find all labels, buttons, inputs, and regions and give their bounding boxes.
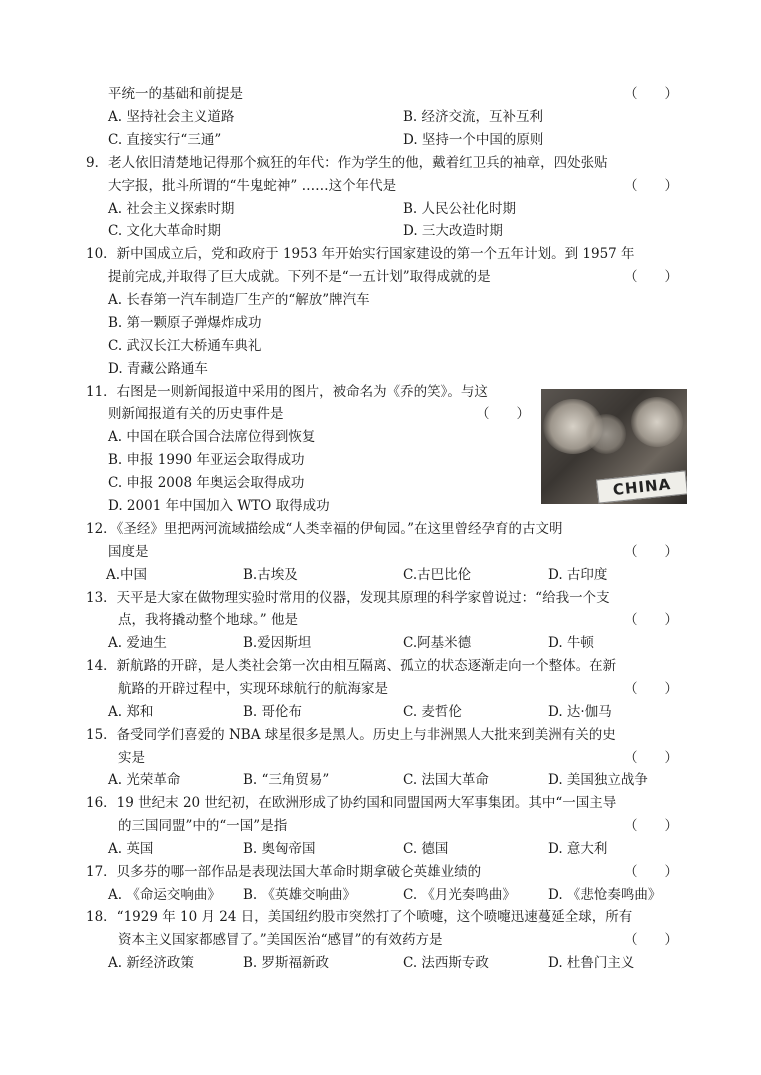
q12-line1: 12．《圣经》里把两河流域描绘成“人类幸福的伊甸园。”在这里曾经孕育的古文明 bbox=[86, 521, 563, 537]
q8-opt-ab-second: B. 经济交流，互补互利 bbox=[403, 109, 544, 125]
q10-line1: 10．新中国成立后，党和政府于 1953 年开始实行国家建设的第一个五年计划。到 1957 年 bbox=[86, 246, 635, 262]
q11-line1: 11．右图是一则新闻报道中采用的图片，被命名为《乔的笑》。与这 bbox=[86, 384, 488, 400]
q15-line1: 15．备受同学们喜爱的 NBA 球星很多是黑人。历史上与非洲黑人大批来到美洲有关的史 bbox=[86, 727, 616, 743]
q16-opts-option-a: A. 英国 bbox=[108, 841, 154, 857]
q9-opt-ab-second: B. 人民公社化时期 bbox=[403, 201, 517, 217]
q9-opt-ab: A. 社会主义探索时期 bbox=[108, 201, 235, 217]
q10-opt-b: B. 第一颗原子弹爆炸成功 bbox=[108, 315, 262, 331]
q13-line2-answer-blank[interactable]: （ ） bbox=[624, 612, 678, 628]
q16-opts-option-d: D. 意大利 bbox=[548, 841, 608, 857]
china-nameplate: CHINA bbox=[596, 470, 687, 503]
q14-line2: 航路的开辟过程中，实现环球航行的航海家是 bbox=[118, 681, 388, 697]
q13-opts-option-c: C.阿基米德 bbox=[403, 635, 472, 651]
q15-opts-option-a: A. 光荣革命 bbox=[108, 772, 181, 788]
q12-opts-option-c: C.古巴比伦 bbox=[403, 567, 472, 583]
q17-line1-answer-blank[interactable]: （ ） bbox=[624, 864, 678, 880]
q18-line1: 18．“1929 年 10 月 24 日，美国纽约股市突然打了个喷嚏，这个喷嚏迅速蔓延全球，所有 bbox=[86, 909, 633, 925]
q18-opts-option-d: D. 杜鲁门主义 bbox=[548, 955, 635, 971]
q10-line2: 提前完成,并取得了巨大成就。下列不是“一五计划”取得成就的是 bbox=[108, 269, 491, 285]
q11-opt-d: D. 2001 年中国加入 WTO 取得成功 bbox=[108, 498, 330, 514]
q10-opt-a: A. 长春第一汽车制造厂生产的“解放”牌汽车 bbox=[108, 292, 370, 308]
q18-opts-option-a: A. 新经济政策 bbox=[108, 955, 194, 971]
q11-line2: 则新闻报道有关的历史事件是 bbox=[108, 406, 284, 422]
q18-line2: 资本主义国家都感冒了。”美国医治“感冒”的有效药方是 bbox=[118, 932, 443, 948]
q9-opt-cd: C. 文化大革命时期 bbox=[108, 223, 221, 239]
q14-line1: 14．新航路的开辟，是人类社会第一次由相互隔离、孤立的状态逐渐走向一个整体。在新 bbox=[86, 658, 617, 674]
q17-opts-option-d: D. 《悲怆奏鸣曲》 bbox=[548, 887, 662, 903]
q11-opt-a: A. 中国在联合国合法席位得到恢复 bbox=[108, 429, 316, 445]
q10-opt-c: C. 武汉长江大桥通车典礼 bbox=[108, 338, 262, 354]
photo-highlight-right bbox=[631, 397, 683, 447]
q12-line2: 国度是 bbox=[108, 544, 149, 560]
q11-opt-b: B. 申报 1990 年亚运会取得成功 bbox=[108, 452, 305, 468]
q14-opts-option-d: D. 达·伽马 bbox=[548, 704, 612, 720]
q13-opts-option-a: A. 爱迪生 bbox=[108, 635, 167, 651]
q9-line2: 大字报，批斗所谓的“牛鬼蛇神” ……这个年代是 bbox=[108, 178, 397, 194]
q14-opts-option-c: C. 麦哲伦 bbox=[403, 704, 462, 720]
q16-opts-option-b: B. 奥匈帝国 bbox=[243, 841, 316, 857]
q8-opt-cd: C. 直接实行“三通” bbox=[108, 132, 222, 148]
q13-opts-option-d: D. 牛顿 bbox=[548, 635, 594, 651]
q17-opts-option-a: A. 《命运交响曲》 bbox=[108, 887, 221, 903]
q15-line2-answer-blank[interactable]: （ ） bbox=[624, 750, 678, 766]
q17-opts-option-c: C. 《月光奏鸣曲》 bbox=[403, 887, 516, 903]
q12-opts-option-b: B.古埃及 bbox=[243, 567, 298, 583]
q12-opts-option-a: A.中国 bbox=[106, 567, 148, 583]
q18-opts-option-c: C. 法西斯专政 bbox=[403, 955, 489, 971]
q18-line2-answer-blank[interactable]: （ ） bbox=[624, 932, 678, 948]
q12-line2-answer-blank[interactable]: （ ） bbox=[624, 544, 678, 560]
q16-line2-answer-blank[interactable]: （ ） bbox=[624, 818, 678, 834]
q13-line1: 13．天平是大家在做物理实验时常用的仪器，发现其原理的科学家曾说过：“给我一个支 bbox=[86, 590, 610, 606]
q8-cont-answer-blank[interactable]: （ ） bbox=[624, 86, 678, 102]
q9-line1: 9．老人依旧清楚地记得那个疯狂的年代：作为学生的他，戴着红卫兵的袖章，四处张贴 bbox=[86, 155, 608, 171]
q9-line2-answer-blank[interactable]: （ ） bbox=[624, 178, 678, 194]
q14-line2-answer-blank[interactable]: （ ） bbox=[624, 681, 678, 697]
q11-line2-answer-blank[interactable]: （ ） bbox=[476, 406, 530, 422]
q10-line2-answer-blank[interactable]: （ ） bbox=[624, 269, 678, 285]
q16-opts-option-c: C. 德国 bbox=[403, 841, 449, 857]
q15-line2: 实是 bbox=[118, 750, 145, 766]
q11-opt-c: C. 申报 2008 年奥运会取得成功 bbox=[108, 475, 305, 491]
q16-line2: 的三国同盟”中的“一国”是指 bbox=[118, 818, 288, 834]
q16-line1: 16．19 世纪末 20 世纪初，在欧洲形成了协约国和同盟国两大军事集团。其中“一国主导 bbox=[86, 795, 617, 811]
q8-cont: 平统一的基础和前提是 bbox=[108, 86, 243, 102]
q12-opts-option-d: D. 古印度 bbox=[548, 567, 608, 583]
q15-opts-option-d: D. 美国独立战争 bbox=[548, 772, 648, 788]
q9-opt-cd-second: D. 三大改造时期 bbox=[403, 223, 503, 239]
photo-highlight-mid bbox=[586, 414, 626, 454]
joes-laugh-photo bbox=[541, 389, 687, 504]
q15-opts-option-c: C. 法国大革命 bbox=[403, 772, 489, 788]
q8-opt-ab: A. 坚持社会主义道路 bbox=[108, 109, 235, 125]
q17-line1: 17．贝多芬的哪一部作品是表现法国大革命时期拿破仑英雄业绩的 bbox=[86, 864, 482, 880]
q10-opt-d: D. 青藏公路通车 bbox=[108, 361, 208, 377]
q13-opts-option-b: B.爱因斯坦 bbox=[243, 635, 312, 651]
q14-opts-option-a: A. 郑和 bbox=[108, 704, 154, 720]
q8-opt-cd-second: D. 坚持一个中国的原则 bbox=[403, 132, 544, 148]
q14-opts-option-b: B. 哥伦布 bbox=[243, 704, 303, 720]
q13-line2: 点，我将撬动整个地球。” 他是 bbox=[118, 612, 298, 628]
q15-opts-option-b: B. “三角贸易” bbox=[243, 772, 330, 788]
q18-opts-option-b: B. 罗斯福新政 bbox=[243, 955, 330, 971]
q17-opts-option-b: B. 《英雄交响曲》 bbox=[243, 887, 357, 903]
